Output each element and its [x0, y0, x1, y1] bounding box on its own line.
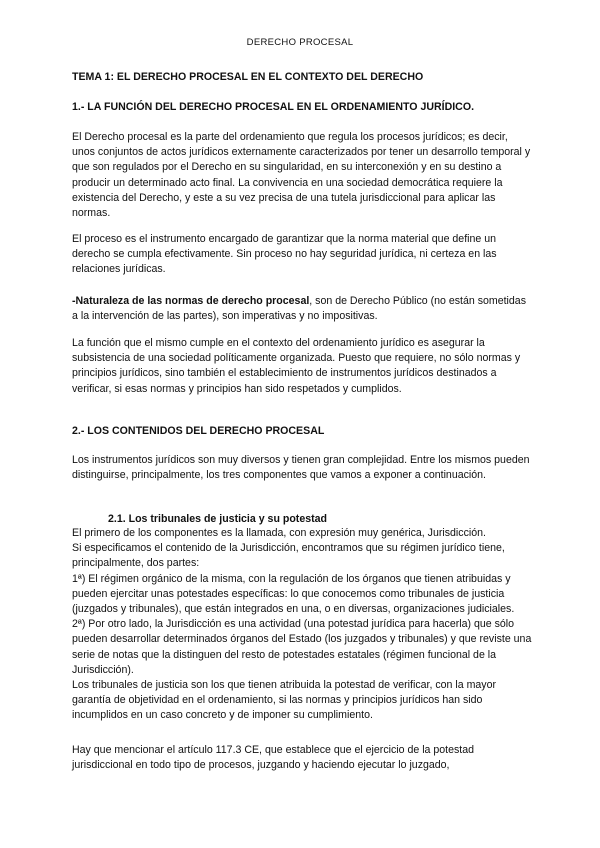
section-1-paragraph-4: [72, 336, 532, 397]
section-1-heading: 1.- LA FUNCIÓN DEL DERECHO PROCESAL EN EL ORDENAMIENTO JURÍDICO.: [72, 101, 475, 113]
paragraph-text: [72, 294, 532, 324]
paragraph-text: Hay que mencionar el artículo 117.3 CE, que establece que el ejercicio de la potestad jurisdiccional en todo tipo de procesos, juzgando y haciendo ejecutar lo juzgado,: [72, 744, 475, 772]
subsection-2-1-body: [72, 526, 532, 724]
tema-title: TEMA 1: EL DERECHO PROCESAL EN EL CONTEXTO DEL DERECHO: [72, 71, 424, 83]
nature-text: , son de Derecho Público (no están sometidas a la intervención de las partes), son imperativas y no impositivas.: [72, 295, 526, 323]
subsection-line-4: 2ª) Por otro lado, la Jurisdicción es una actividad (una potestad jurídica para hacerla) que sólo pueden desarrollar determinados órganos del Estado (los juzgados y tribunales) y que reviste una serie de notas que la distinguen del resto de potestades estatales (régimen funcional de la Jurisdicción).: [72, 618, 532, 676]
subsection-2-1-heading: 2.1. Los tribunales de justicia y su potestad: [108, 513, 327, 525]
paragraph-text: El proceso es el instrumento encargado de garantizar que la norma material que define un derecho se cumpla efectivamente. Sin proceso no hay seguridad jurídica, ni certeza en las relaciones jurídicas.: [72, 233, 497, 276]
section-2-paragraph-1: [72, 453, 532, 483]
subsection-line-1: El primero de los componentes es la llamada, con expresión muy genérica, Jurisdicción.: [72, 527, 486, 539]
section-1-paragraph-2: [72, 232, 532, 278]
paragraph-text: La función que el mismo cumple en el contexto del ordenamiento jurídico es asegurar la subsistencia de una sociedad políticamente organizada. Puesto que requiere, no sólo normas y principios jurídicos, sino también el establecimiento de instrumentos jurídicos destinados a verificar, si esas normas y principios han sido respetados y cumplidos.: [72, 337, 521, 395]
nature-label: -Naturaleza de las normas de derecho procesal: [72, 295, 310, 307]
section-1-paragraph-3: [72, 294, 532, 324]
subsection-line-3: 1ª) El régimen orgánico de la misma, con la regulación de los órganos que tienen atribuidas y pueden ejercitar unas potestades específicas: lo que conocemos como tribunales de justicia (juzgados y tribunales), que están integrados en una, o en diversas, organizaciones judiciales.: [72, 572, 515, 616]
subsection-line-2: Si especificamos el contenido de la Jurisdicción, encontramos que su régimen jurídico tiene, principalmente, dos partes:: [72, 542, 505, 570]
running-header: DERECHO PROCESAL: [246, 37, 354, 48]
section-2-heading: 2.- LOS CONTENIDOS DEL DERECHO PROCESAL: [72, 425, 325, 437]
subsection-2-1-paragraph-final: [72, 743, 532, 773]
paragraph-text: Los instrumentos jurídicos son muy diversos y tienen gran complejidad. Entre los mismos pueden distinguirse, principalmente, los tres componentes que vamos a exponer a continuación.: [72, 454, 530, 482]
paragraph-text: El Derecho procesal es la parte del ordenamiento que regula los procesos jurídicos; es decir, unos conjuntos de actos jurídicos externamente caracterizados por tener un desarrollo temporal y que son regulados por el Derecho en su singularidad, en su interconexión y en su destino a producir un determinado acto final. La convivencia en una sociedad democrática requiere la existencia del Derecho, y este a su vez precisa de una tutela jurisdiccional para aplicar las normas.: [72, 131, 531, 220]
section-1-paragraph-1: [72, 130, 532, 221]
subsection-line-5: Los tribunales de justicia son los que tienen atribuida la potestad de verificar, con la mayor garantía de objetividad en el ordenamiento, si las normas y principios jurídicos han sido incumplidos en un caso concreto y de imponer su cumplimiento.: [72, 679, 496, 722]
